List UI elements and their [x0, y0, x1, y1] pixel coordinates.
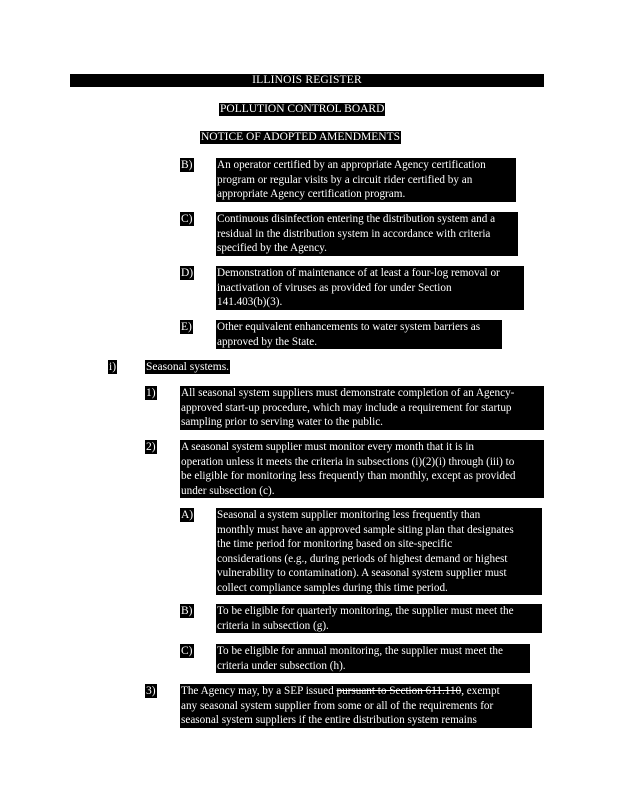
text-line: approved by the State.	[216, 335, 502, 350]
item-i2-label: 2)	[146, 441, 156, 453]
item-b-label: B)	[181, 159, 193, 171]
text-line: All seasonal system suppliers must demonstrate completion of an Agency-	[180, 386, 544, 401]
text-line: program or regular visits by a circuit rider certified by an	[216, 173, 516, 188]
text-line: appropriate Agency certification program.	[216, 187, 516, 202]
item-i3-label: 3)	[146, 685, 156, 697]
text-line: approved start-up procedure, which may include a requirement for startup	[180, 401, 544, 416]
text-line: To be eligible for quarterly monitoring, the supplier must meet the	[216, 604, 542, 619]
item-i2a-label: A)	[181, 509, 194, 521]
text-line: criteria under subsection (h).	[216, 659, 530, 674]
text-line: Continuous disinfection entering the distribution system and a	[216, 212, 518, 227]
item-i2-text	[180, 440, 544, 498]
item-i-label: i)	[109, 361, 117, 373]
text-line: residual in the distribution system in accordance with criteria	[216, 227, 518, 242]
item-i-text: Seasonal systems.	[146, 361, 230, 373]
item-i1-text	[180, 386, 544, 430]
text-line: vulnerability to contamination). A seasonal system supplier must	[216, 566, 542, 581]
text-fragment: The Agency may, by a SEP issued	[181, 685, 337, 697]
board-heading: POLLUTION CONTROL BOARD	[220, 103, 385, 115]
text-line: sampling prior to serving water to the public.	[180, 415, 544, 430]
item-c-label: C)	[181, 213, 193, 225]
text-line: operation unless it meets the criteria in subsections (i)(2)(i) through (iii) to	[180, 455, 544, 470]
register-title-bar	[70, 74, 544, 87]
text-line: criteria in subsection (g).	[216, 619, 542, 634]
item-e-label: E)	[181, 321, 192, 333]
text-line: any seasonal system supplier from some or all of the requirements for	[180, 699, 532, 714]
text-line	[180, 684, 532, 699]
item-c-text	[216, 212, 518, 256]
text-line: inactivation of viruses as provided for under Section	[216, 281, 524, 296]
struck-text: pursuant to Section 611.110	[336, 685, 462, 697]
text-line: considerations (e.g., during periods of highest demand or highest	[216, 552, 542, 567]
item-i2b-text	[216, 604, 542, 633]
text-line: seasonal system suppliers if the entire distribution system remains	[180, 713, 532, 728]
item-i2b-label: B)	[181, 605, 193, 617]
item-i2c-label: C)	[181, 645, 193, 657]
text-fragment: , exempt	[461, 685, 500, 697]
item-i3-text	[180, 684, 532, 728]
item-i1-label: 1)	[146, 387, 156, 399]
text-line: specified by the Agency.	[216, 241, 518, 256]
text-line: An operator certified by an appropriate Agency certification	[216, 158, 516, 173]
notice-heading: NOTICE OF ADOPTED AMENDMENTS	[201, 131, 401, 143]
text-line: monthly must have an approved sample siting plan that designates	[216, 523, 542, 538]
text-line: the time period for monitoring based on site-specific	[216, 537, 542, 552]
text-line: under subsection (c).	[180, 484, 544, 499]
item-e-text	[216, 320, 502, 349]
text-line: Seasonal a system supplier monitoring less frequently than	[216, 508, 542, 523]
item-d-label: D)	[181, 267, 194, 279]
item-b-text	[216, 158, 516, 202]
text-line: be eligible for monitoring less frequently than monthly, except as provided	[180, 469, 544, 484]
text-line: collect compliance samples during this time period.	[216, 581, 542, 596]
text-line: Demonstration of maintenance of at least a four-log removal or	[216, 266, 524, 281]
item-i2c-text	[216, 644, 530, 673]
text-line: To be eligible for annual monitoring, the supplier must meet the	[216, 644, 530, 659]
item-d-text	[216, 266, 524, 310]
text-line: 141.403(b)(3).	[216, 295, 524, 310]
text-line: A seasonal system supplier must monitor every month that it is in	[180, 440, 544, 455]
item-i2a-text	[216, 508, 542, 595]
register-title: ILLINOIS REGISTER	[252, 74, 362, 86]
text-line: Other equivalent enhancements to water system barriers as	[216, 320, 502, 335]
